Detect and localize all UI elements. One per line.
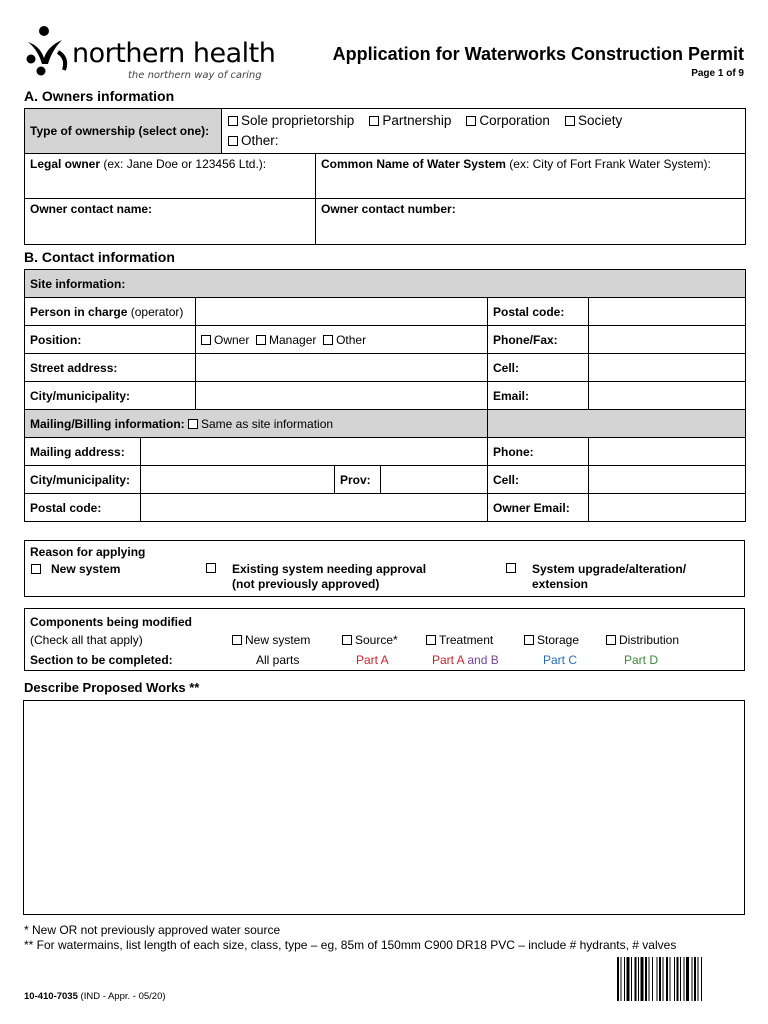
checkbox-icon <box>323 335 333 345</box>
barcode-bar <box>627 957 630 1001</box>
barcode-bar <box>701 957 702 1001</box>
common-name-field[interactable]: Common Name of Water System (ex: City of Fort Frank Water System): <box>316 154 746 199</box>
footnote-2: ** For watermains, list length of each size, class, type – eg, 85m of 150mm C900 DR18 PVC – include # hydrants, # valves <box>24 938 677 952</box>
checkbox-icon <box>606 635 616 645</box>
barcode-bar <box>649 957 650 1001</box>
ownership-options <box>222 109 746 154</box>
cell-input[interactable] <box>589 354 746 382</box>
barcode-bar <box>666 957 668 1001</box>
barcode-bar <box>686 957 689 1001</box>
checkbox-icon <box>232 635 242 645</box>
page-number: Page 1 of 9 <box>691 68 744 79</box>
mailing-postal-code-input[interactable] <box>141 494 488 522</box>
mailing-cell-label: Cell: <box>488 466 589 494</box>
email-label: Email: <box>488 382 589 410</box>
owner-contact-name-field[interactable]: Owner contact name: <box>25 199 316 245</box>
footnote-1: * New OR not previously approved water source <box>24 923 281 937</box>
barcode-icon <box>617 957 745 1001</box>
owner-email-label: Owner Email: <box>488 494 589 522</box>
person-in-charge-label: Person in charge (operator) <box>25 298 196 326</box>
position-owner[interactable]: Owner <box>201 333 249 347</box>
postal-code-label: Postal code: <box>488 298 589 326</box>
describe-works-textarea[interactable] <box>23 700 745 915</box>
mailing-address-label: Mailing address: <box>25 438 141 466</box>
barcode-bar <box>674 957 675 1001</box>
owner-email-input[interactable] <box>589 494 746 522</box>
part-a: Part A <box>356 653 389 667</box>
phone-fax-label: Phone/Fax: <box>488 326 589 354</box>
checkbox-icon <box>369 116 379 126</box>
checkbox-icon <box>201 335 211 345</box>
component-distribution[interactable]: Distribution <box>606 633 679 647</box>
ownership-society[interactable]: Society <box>565 113 622 128</box>
page-title: Application for Waterworks Construction Permit <box>332 44 744 64</box>
checkbox-icon <box>342 635 352 645</box>
barcode-bar <box>645 957 647 1001</box>
email-input[interactable] <box>589 382 746 410</box>
checkbox-icon <box>565 116 575 126</box>
section-a-heading: A. Owners information <box>24 88 175 104</box>
checkbox-icon <box>188 419 198 429</box>
barcode-bar <box>670 957 671 1001</box>
site-information-header: Site information: <box>25 270 746 298</box>
section-to-complete-label: Section to be completed: <box>30 653 173 667</box>
phone-fax-input[interactable] <box>589 326 746 354</box>
barcode-bar <box>692 957 693 1001</box>
section-b-heading: B. Contact information <box>24 249 175 265</box>
checkbox-icon <box>31 564 41 574</box>
barcode-bar <box>694 957 696 1001</box>
reason-new-system[interactable]: New system <box>31 562 120 576</box>
form-number: 10-410-7035 (IND - Appr. - 05/20) <box>24 991 166 1002</box>
logo <box>22 24 276 84</box>
barcode-bar <box>659 957 661 1001</box>
ownership-other[interactable]: Other: <box>228 133 279 148</box>
barcode-bar <box>641 957 644 1001</box>
reason-existing-system[interactable]: Existing system needing approval (not previously approved) <box>206 562 426 592</box>
barcode-bar <box>635 957 637 1001</box>
logo-text: northern health <box>72 38 276 69</box>
barcode-bar <box>680 957 681 1001</box>
logo-tagline: the northern way of caring <box>128 70 262 81</box>
component-new-system[interactable]: New system <box>232 633 310 647</box>
checkbox-icon <box>228 116 238 126</box>
ownership-partnership[interactable]: Partnership <box>369 113 451 128</box>
mailing-postal-code-label: Postal code: <box>25 494 141 522</box>
ownership-type-label: Type of ownership (select one): <box>25 109 222 154</box>
prov-label: Prov: <box>335 466 381 494</box>
components-heading: Components being modified <box>30 615 192 629</box>
legal-owner-field[interactable]: Legal owner (ex: Jane Doe or 123456 Ltd.): <box>25 154 316 199</box>
describe-works-heading: Describe Proposed Works ** <box>24 680 200 695</box>
owners-table <box>24 108 746 245</box>
components-hint: (Check all that apply) <box>30 633 143 647</box>
part-a-and-b: Part A and B <box>432 653 499 667</box>
mailing-cell-input[interactable] <box>589 466 746 494</box>
reason-for-applying-box <box>24 540 745 597</box>
components-box <box>24 608 745 671</box>
reason-heading: Reason for applying <box>30 545 146 559</box>
cell-label: Cell: <box>488 354 589 382</box>
barcode-bar <box>684 957 685 1001</box>
barcode-bar <box>652 957 653 1001</box>
northern-health-logo-icon <box>22 24 70 80</box>
owner-contact-number-field[interactable]: Owner contact number: <box>316 199 746 245</box>
city-label: City/municipality: <box>25 382 196 410</box>
barcode-bar <box>631 957 632 1001</box>
street-address-label: Street address: <box>25 354 196 382</box>
checkbox-icon <box>228 136 238 146</box>
checkbox-icon <box>506 563 516 573</box>
part-all: All parts <box>256 653 300 667</box>
component-storage[interactable]: Storage <box>524 633 579 647</box>
contact-table <box>24 269 746 522</box>
barcode-bar <box>677 957 679 1001</box>
barcode-bar <box>663 957 664 1001</box>
position-manager[interactable]: Manager <box>256 333 316 347</box>
component-source[interactable]: Source* <box>342 633 398 647</box>
position-other[interactable]: Other <box>323 333 366 347</box>
person-in-charge-input[interactable] <box>196 298 488 326</box>
ownership-corporation[interactable]: Corporation <box>466 113 550 128</box>
barcode-bar <box>621 957 622 1001</box>
mailing-city-input[interactable] <box>141 466 335 494</box>
part-c: Part C <box>543 653 578 667</box>
barcode-bar <box>624 957 625 1001</box>
checkbox-icon <box>524 635 534 645</box>
mailing-city-label: City/municipality: <box>25 466 141 494</box>
barcode-bar <box>657 957 658 1001</box>
prov-input[interactable] <box>381 466 488 494</box>
phone-label: Phone: <box>488 438 589 466</box>
component-treatment[interactable]: Treatment <box>426 633 493 647</box>
position-options <box>196 326 488 354</box>
checkbox-icon <box>206 563 216 573</box>
barcode-bar <box>638 957 639 1001</box>
reason-system-upgrade[interactable]: System upgrade/alteration/ extension <box>506 562 686 592</box>
checkbox-icon <box>466 116 476 126</box>
part-d: Part D <box>624 653 659 667</box>
mailing-header-blank <box>488 410 746 438</box>
mailing-address-input[interactable] <box>141 438 488 466</box>
position-label: Position: <box>25 326 196 354</box>
same-as-site-checkbox[interactable]: Same as site information <box>188 417 333 431</box>
barcode-bar <box>617 957 619 1001</box>
barcode-bar <box>698 957 699 1001</box>
checkbox-icon <box>256 335 266 345</box>
mailing-billing-header: Mailing/Billing information: Same as site information <box>25 410 488 438</box>
ownership-sole[interactable]: Sole proprietorship <box>228 113 354 128</box>
checkbox-icon <box>426 635 436 645</box>
city-input[interactable] <box>196 382 488 410</box>
postal-code-input[interactable] <box>589 298 746 326</box>
street-address-input[interactable] <box>196 354 488 382</box>
phone-input[interactable] <box>589 438 746 466</box>
